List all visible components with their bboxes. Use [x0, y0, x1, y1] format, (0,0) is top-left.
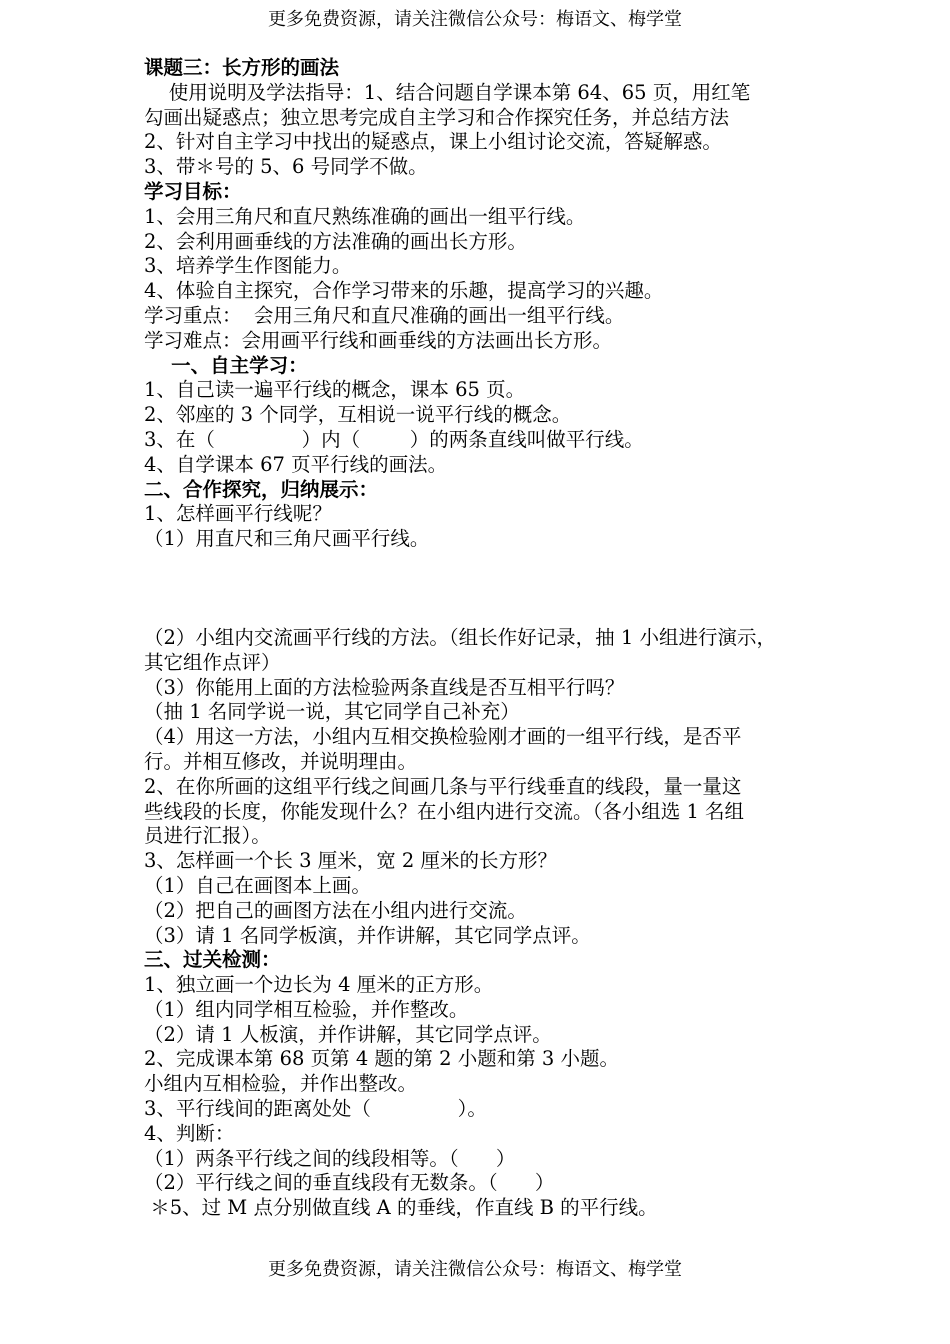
test-q1: 1、独立画一个边长为 4 厘米的正方形。	[144, 973, 494, 997]
test-q4: 4、判断：	[144, 1121, 235, 1145]
page-header: 更多免费资源，请关注微信公众号：梅语文、梅学堂	[268, 9, 682, 30]
cooperation-q1-part3-line2: （抽 1 名同学说一说，其它同学自己补充）	[144, 700, 520, 724]
objective-4: 4、体验自主探究，合作学习带来的乐趣，提高学习的兴趣。	[144, 279, 664, 303]
cooperation-q1-part4-line2: 行。并相互修改，并说明理由。	[144, 749, 418, 773]
self-study-item-3: 3、在（ ）内（ ）的两条直线叫做平行线。	[144, 427, 644, 451]
instructions-line-3: 2、针对自主学习中找出的疑惑点，课上小组讨论交流，答疑解惑。	[144, 130, 722, 154]
test-q3: 3、平行线间的距离处处（ ）。	[144, 1097, 487, 1121]
section-self-study-heading: 一、自主学习：	[144, 353, 308, 377]
cooperation-q3-part2: （2）把自己的画图方法在小组内进行交流。	[144, 898, 527, 922]
section-test-heading: 三、过关检测：	[144, 948, 281, 972]
cooperation-q2-line3: 员进行汇报）。	[144, 824, 271, 848]
instructions-line-2: 勾画出疑惑点；独立思考完成自主学习和合作探究任务，并总结方法	[144, 105, 730, 129]
objective-1: 1、会用三角尺和直尺熟练准确的画出一组平行线。	[144, 204, 586, 228]
page-footer: 更多免费资源，请关注微信公众号：梅语文、梅学堂	[268, 1259, 682, 1280]
test-q4-part2: （2）平行线之间的垂直线段有无数条。（ ）	[144, 1171, 555, 1195]
cooperation-q1-part2-line2: 其它组作点评）	[144, 650, 281, 674]
cooperation-q1-part4-line1: （4）用这一方法，小组内互相交换检验刚才画的一组平行线，是否平	[144, 725, 742, 749]
test-q1-part1: （1）组内同学相互检验，并作整改。	[144, 997, 469, 1021]
objective-3: 3、培养学生作图能力。	[144, 254, 352, 278]
test-q2-line1: 2、完成课本第 68 页第 4 题的第 2 小题和第 3 小题。	[144, 1047, 620, 1071]
instructions-line-4: 3、带＊号的 5、6 号同学不做。	[144, 155, 428, 179]
self-study-item-2: 2、邻座的 3 个同学，互相说一说平行线的概念。	[144, 403, 572, 427]
objective-2: 2、会利用画垂线的方法准确的画出长方形。	[144, 229, 527, 253]
test-q5: ＊5、过 M 点分别做直线 A 的垂线，作直线 B 的平行线。	[144, 1196, 658, 1220]
cooperation-q2-line2: 些线段的长度，你能发现什么？在小组内进行交流。（各小组选 1 名组	[144, 799, 745, 823]
cooperation-q3-part3: （3）请 1 名同学板演，并作讲解，其它同学点评。	[144, 923, 591, 947]
self-study-item-4: 4、自学课本 67 页平行线的画法。	[144, 452, 448, 476]
lesson-title: 课题三：长方形的画法	[144, 56, 340, 79]
cooperation-q1-part2-line1: （2）小组内交流画平行线的方法。（组长作好记录，抽 1 小组进行演示，	[144, 625, 776, 649]
difficult-point: 学习难点：会用画平行线和画垂线的方法画出长方形。	[144, 328, 613, 352]
cooperation-q1: 1、怎样画平行线呢？	[144, 502, 332, 526]
cooperation-q1-part3-line1: （3）你能用上面的方法检验两条直线是否互相平行吗？	[144, 675, 625, 699]
cooperation-q3: 3、怎样画一个长 3 厘米，宽 2 厘米的长方形？	[144, 849, 558, 873]
self-study-item-1: 1、自己读一遍平行线的概念，课本 65 页。	[144, 378, 526, 402]
test-q4-part1: （1）两条平行线之间的线段相等。（ ）	[144, 1146, 516, 1170]
test-q2-line2: 小组内互相检验，并作出整改。	[144, 1072, 418, 1096]
objectives-heading: 学习目标：	[144, 179, 242, 203]
key-point: 学习重点： 会用三角尺和直尺准确的画出一组平行线。	[144, 303, 625, 327]
document-body	[144, 56, 834, 1221]
test-q1-part2: （2）请 1 人板演，并作讲解，其它同学点评。	[144, 1022, 552, 1046]
cooperation-q3-part1: （1）自己在画图本上画。	[144, 873, 371, 897]
instructions-line-1: 使用说明及学法指导：1、结合问题自学课本第 64、65 页，用红笔	[144, 80, 751, 104]
cooperation-q1-part1: （1）用直尺和三角尺画平行线。	[144, 527, 430, 551]
cooperation-q2-line1: 2、在你所画的这组平行线之间画几条与平行线垂直的线段，量一量这	[144, 774, 742, 798]
drawing-space	[144, 552, 834, 626]
section-cooperation-heading: 二、合作探究，归纳展示：	[144, 477, 379, 501]
